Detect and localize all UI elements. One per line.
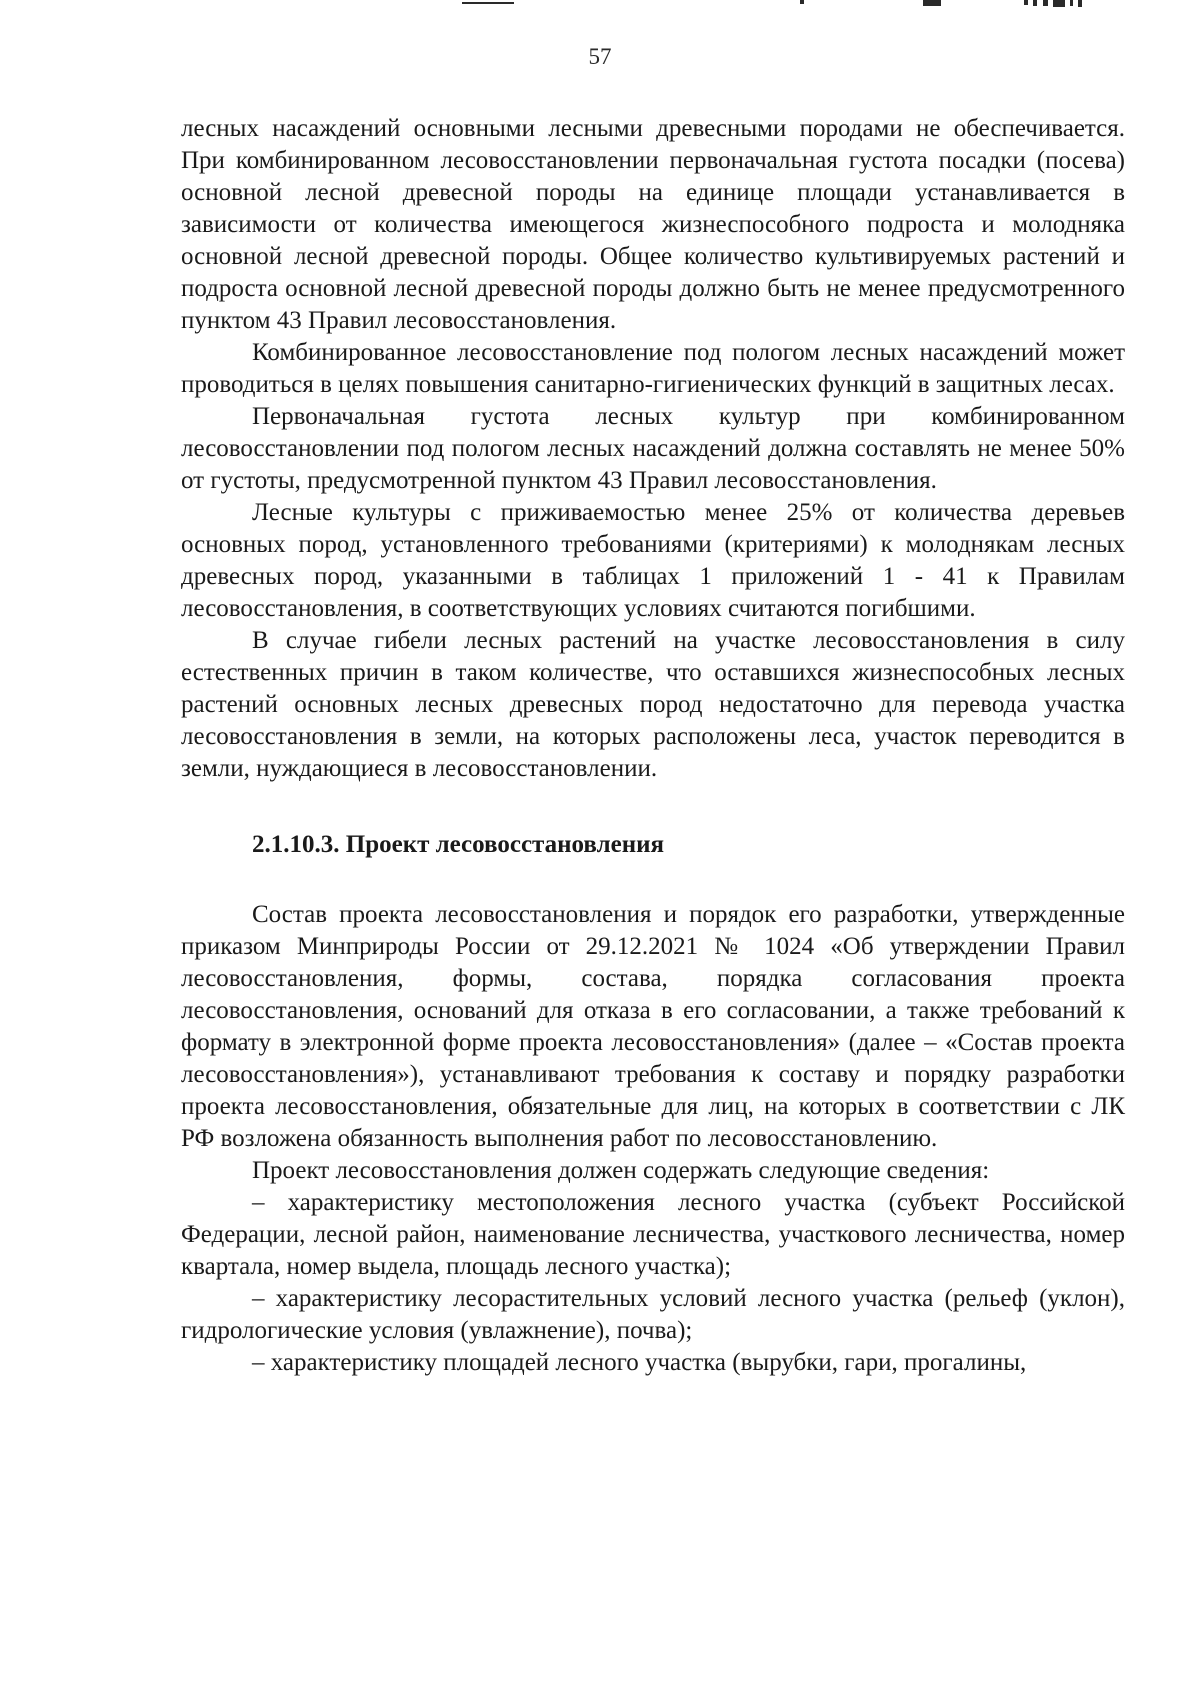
list-item: – характеристику местоположения лесного участка (субъект Российской Федерации, лесной район, наименование лесничества, участкового лесничества, номер квартала, номер выдела, площадь лесного участка); xyxy=(181,1189,1125,1280)
scan-artifact xyxy=(1033,0,1037,6)
scan-artifact xyxy=(1024,0,1028,5)
scan-artifact xyxy=(800,0,804,4)
document-body xyxy=(181,113,1125,1379)
scan-artifact xyxy=(1070,0,1073,6)
paragraph: Проект лесовосстановления должен содержать следующие сведения: xyxy=(252,1157,990,1184)
list-item: – характеристику лесорастительных условий лесного участка (рельеф (уклон), гидрологические условия (увлажнение), почва); xyxy=(181,1285,1125,1344)
paragraph: В случае гибели лесных растений на участке лесовосстановления в силу естественных причин в таком количестве, что оставшихся жизнеспособных лесных растений основных лесных древесных пород недостаточно для перевода участка лесовосстановления в земли, на которых расположены леса, участок переводится в земли, нуждающиеся в лесовосстановлении. xyxy=(181,627,1125,782)
scan-artifact xyxy=(1078,0,1082,7)
scan-artifact xyxy=(923,0,941,6)
scan-artifact xyxy=(1043,0,1048,6)
scan-artifacts xyxy=(0,0,1200,14)
paragraph: Первоначальная густота лесных культур при комбинированном лесовосстановлении под пологом лесных насаждений должна составлять не менее 50% от густоты, предусмотренной пунктом 43 Правил лесовосстановления. xyxy=(181,403,1125,494)
paragraph: Состав проекта лесовосстановления и порядок его разработки, утвержденные приказом Минприроды России от 29.12.2021 № 1024 «Об утверждении Правил лесовосстановления, формы, состава, порядка согласования проекта лесовосстановления, оснований для отказа в его согласовании, а также требований к формату в электронной форме проекта лесовосстановления» (далее – «Состав проекта лесовосстановления»), устанавливают требования к составу и порядку разработки проекта лесовосстановления, обязательные для лиц, на которых в соответствии с ЛК РФ возложена обязанность выполнения работ по лесовосстановлению. xyxy=(181,901,1125,1152)
paragraph: лесных насаждений основными лесными древесными породами не обеспечивается. При комбинированном лесовосстановлении первоначальная густота посадки (посева) основной лесной древесной породы на единице площади устанавливается в зависимости от количества имеющегося жизнеспособного подроста и молодняка основной лесной древесной породы. Общее количество культивируемых растений и подроста основной лесной древесной породы должно быть не менее предусмотренного пунктом 43 Правил лесовосстановления. xyxy=(181,115,1125,334)
paragraph: Лесные культуры с приживаемостью менее 25% от количества деревьев основных пород, установленного требованиями (критериями) к молоднякам лесных древесных пород, указанными в таблицах 1 приложений 1 - 41 к Правилам лесовосстановления, в соответствующих условиях считаются погибшими. xyxy=(181,499,1125,622)
page-number: 57 xyxy=(588,44,612,69)
paragraph: Комбинированное лесовосстановление под пологом лесных насаждений может проводиться в целях повышения санитарно-гигиенических функций в защитных лесах. xyxy=(181,339,1125,398)
scan-artifact xyxy=(1053,0,1065,7)
section-heading: 2.1.10.3. Проект лесовосстановления xyxy=(252,831,665,858)
list-item: – характеристику площадей лесного участка (вырубки, гари, прогалины, xyxy=(252,1349,1027,1376)
scan-artifact xyxy=(462,2,514,4)
